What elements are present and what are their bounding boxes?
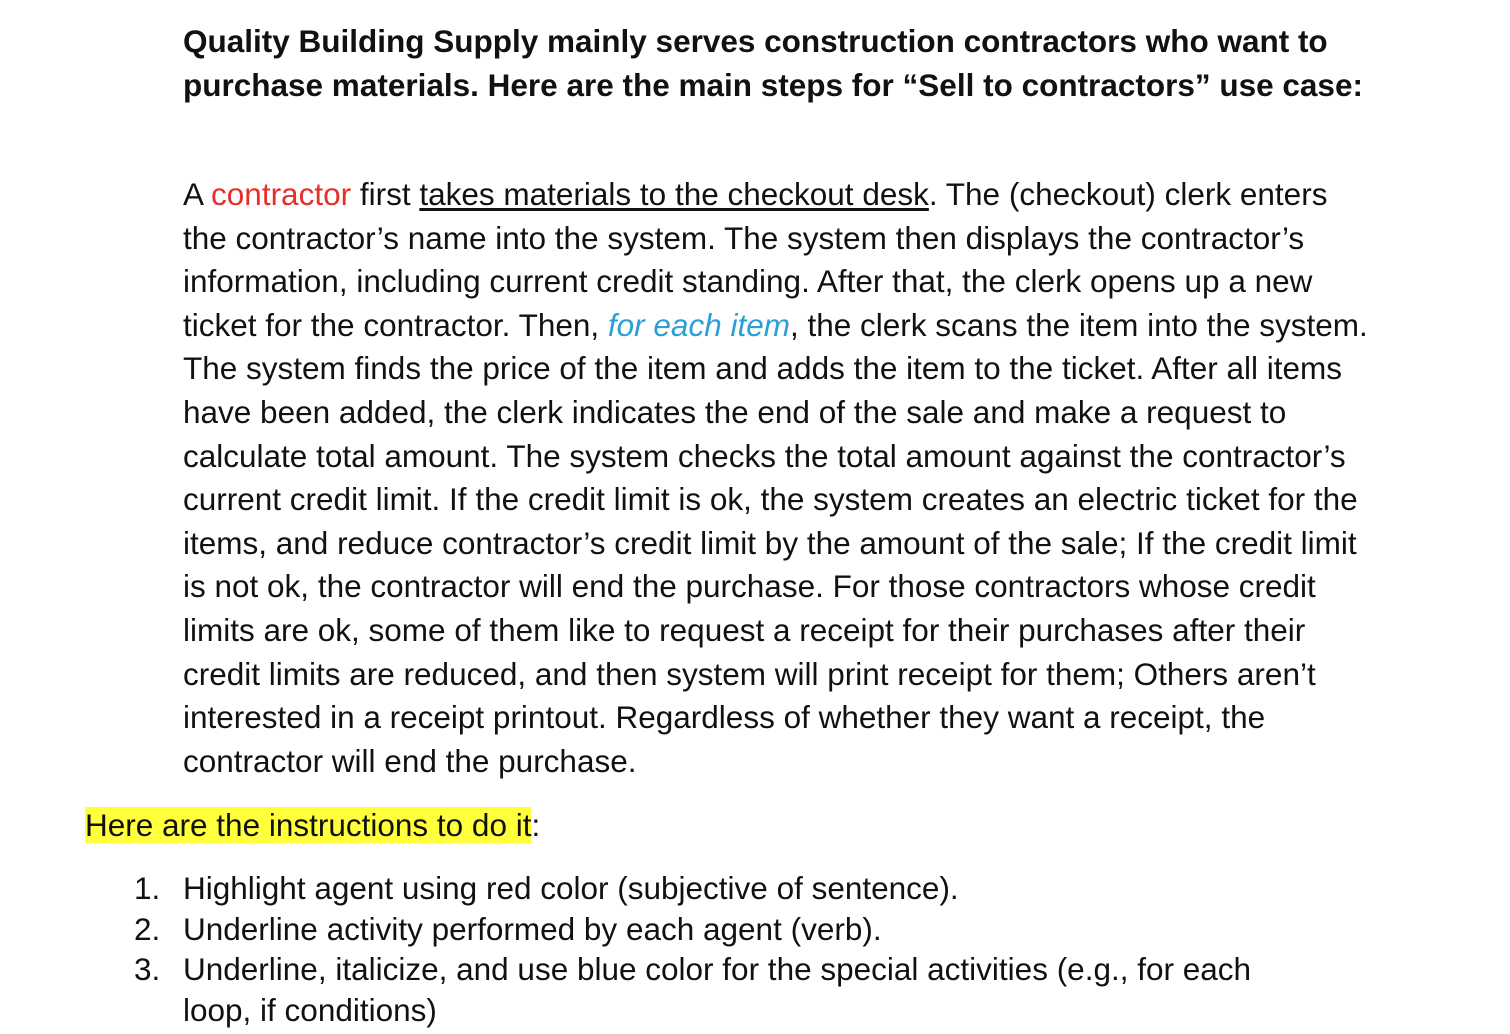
special-activity: for each item (607, 306, 790, 343)
step-number: 3. (134, 951, 161, 987)
instruction-steps (0, 868, 1510, 1030)
instruction-step (0, 909, 1313, 950)
activity-underline: takes materials to the checkout desk (419, 176, 929, 212)
text-segment-mid-2: . The (checkout) clerk enters the contractor’s name into the system. The system then displays the contractor’s information, including current credit standing. After that, the clerk opens up a new ticket for the contractor. Then, (183, 176, 1328, 343)
instructions-intro (85, 804, 540, 847)
instruction-step (0, 949, 1313, 1030)
step-text: Underline, italicize, and use blue color for the special activities (e.g., for each loop, if conditions) (183, 951, 1252, 1028)
use-case-description (183, 173, 1373, 783)
agent-highlight: contractor (211, 176, 352, 212)
text-segment-end: , the clerk scans the item into the system. The system finds the price of the item and adds the item to the ticket. After all items have been added, the clerk indicates the end of the sale and make a request to calculate total amount. The system checks the total amount against the contractor’s current credit limit. If the credit limit is ok, the system creates an electric ticket for the items, and reduce contractor’s credit limit by the amount of the sale; If the credit limit is not ok, the contractor will end the purchase. For those contractors whose credit limits are ok, some of them like to request a receipt for their purchases after their credit limits are reduced, and then system will print receipt for them; Others aren’t interested in a receipt printout. Regardless of whether they want a receipt, the contractor will end the purchase. (183, 306, 1368, 779)
use-case-heading: Quality Building Supply mainly serves construction contractors who want to purchase materials. Here are the main steps for “Sell to contractors” use case: (183, 23, 1363, 103)
step-number: 2. (134, 910, 161, 947)
text-segment-mid-1: first (351, 176, 420, 212)
text-segment-start: A (183, 176, 212, 212)
instructions-intro-highlight: Here are the instructions to do it (85, 807, 532, 843)
step-text: Highlight agent using red color (subjective of sentence). (183, 870, 959, 906)
instructions-intro-colon: : (531, 807, 541, 843)
instruction-step (0, 868, 1313, 909)
step-number: 1. (134, 870, 161, 906)
step-text: Underline activity performed by each agent (verb). (183, 910, 882, 947)
